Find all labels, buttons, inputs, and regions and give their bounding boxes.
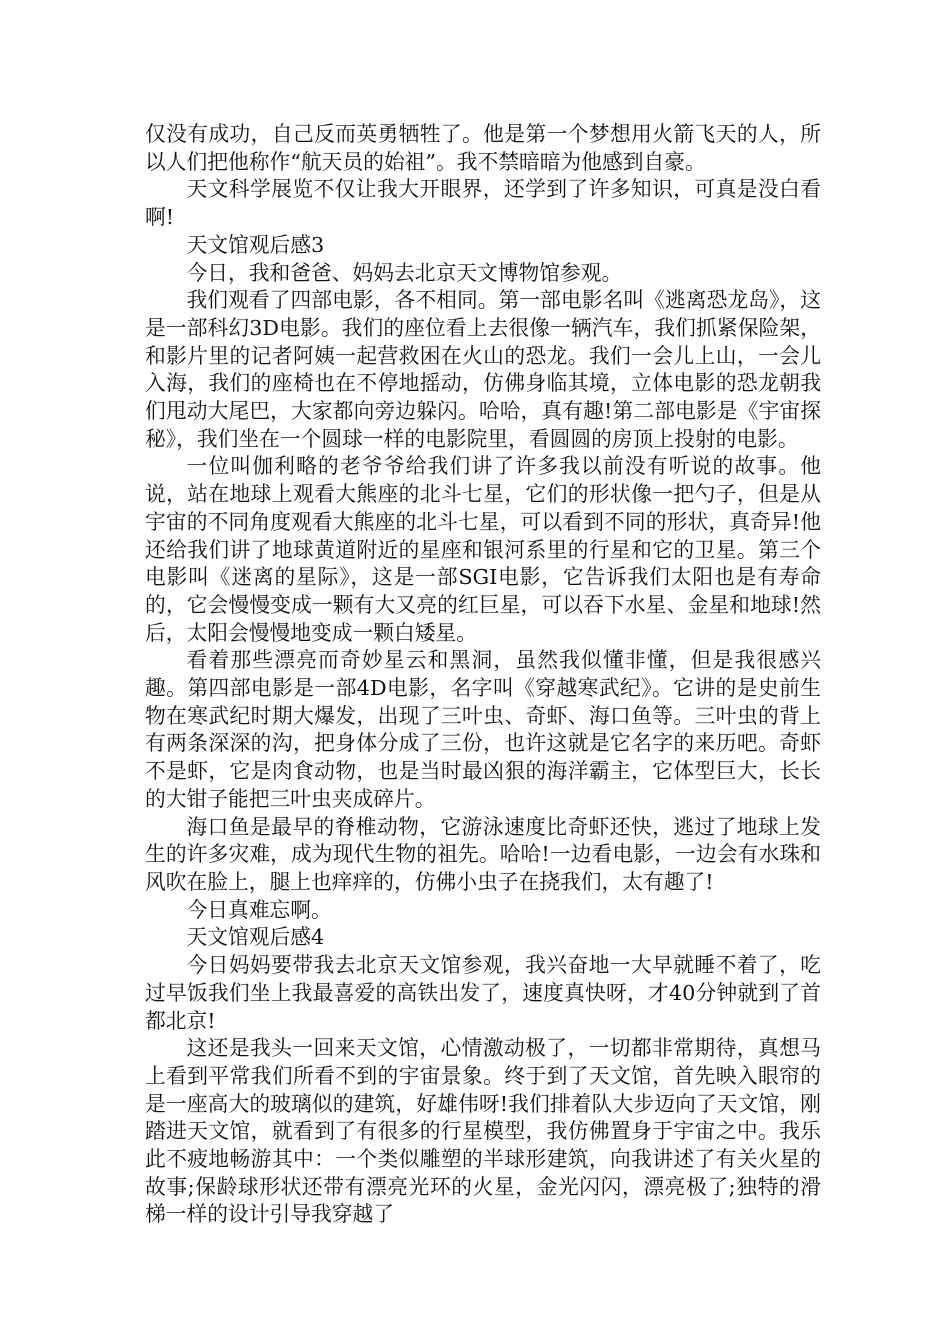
section-heading: 天文馆观后感4 bbox=[186, 925, 325, 950]
paragraph-continuation: 仅没有成功，自己反而英勇牺牲了。他是第一个梦想用火箭飞天的人，所以人们把他称作“航天员的始祖”。我不禁暗暗为他感到自豪。 bbox=[145, 122, 821, 174]
paragraph: 海口鱼是最早的脊椎动物，它游泳速度比奇虾还快，逃过了地球上发生的许多灾难，成为现代生物的祖先。哈哈!一边看电影，一边会有水珠和风吹在脸上，腿上也痒痒的，仿佛小虫子在挠我们，太有趣了! bbox=[145, 814, 821, 894]
paragraph: 这还是我头一回来天文馆，心情激动极了，一切都非常期待，真想马上看到平常我们所看不到的宇宙景象。终于到了天文馆，首先映入眼帘的是一座高大的玻璃似的建筑，好雄伟呀!我们排着队大步迈向了天文馆，刚踏进天文馆，就看到了有很多的行星模型，我仿佛置身于宇宙之中。我乐此不疲地畅游其中：一个类似雕塑的半球形建筑，向我讲述了有关火星的故事;保龄球形状还带有漂亮光环的火星，金光闪闪，漂亮极了;独特的滑梯一样的设计引导我穿越了 bbox=[145, 1036, 821, 1227]
paragraph: 今日真难忘啊。 bbox=[186, 897, 332, 922]
paragraph: 今日妈妈要带我去北京天文馆参观，我兴奋地一大早就睡不着了，吃过早饭我们坐上我最喜爱的高铁出发了，速度真快呀，才40分钟就到了首都北京! bbox=[145, 953, 821, 1033]
paragraph: 天文科学展览不仅让我大开眼界，还学到了许多知识，可真是没白看啊! bbox=[145, 177, 821, 230]
paragraph: 看着那些漂亮而奇妙星云和黑洞，虽然我似懂非懂，但是我很感兴趣。第四部电影是一部4D电影，名字叫《穿越寒武纪》。它讲的是史前生物在寒武纪时期大爆发，出现了三叶虫、奇虾、海口鱼等。三叶虫的背上有两条深深的沟，把身体分成了三份，也许这就是它名字的来历吧。奇虾不是虾，它是肉食动物，也是当时最凶狠的海洋霸主，它体型巨大，长长的大钳子能把三叶虫夹成碎片。 bbox=[145, 648, 821, 811]
document-page bbox=[145, 121, 821, 1229]
paragraph: 一位叫伽利略的老爷爷给我们讲了许多我以前没有听说的故事。他说，站在地球上观看大熊座的北斗七星，它们的形状像一把勺子，但是从宇宙的不同角度观看大熊座的北斗七星，可以看到不同的形状，真奇异!他还给我们讲了地球黄道附近的星座和银河系里的行星和它的卫星。第三个电影叫《迷离的星际》，这是一部SGI电影，它告诉我们太阳也是有寿命的，它会慢慢变成一颗有大又亮的红巨星，可以吞下水星、金星和地球!然后，太阳会慢慢地变成一颗白矮星。 bbox=[145, 454, 821, 645]
paragraph: 我们观看了四部电影，各不相同。第一部电影名叫《逃离恐龙岛》，这是一部科幻3D电影。我们的座位看上去很像一辆汽车，我们抓紧保险架，和影片里的记者阿姨一起营救困在火山的恐龙。我们一会儿上山，一会儿入海，我们的座椅也在不停地摇动，仿佛身临其境，立体电影的恐龙朝我们甩动大尾巴，大家都向旁边躲闪。哈哈，真有趣!第二部电影是《宇宙探秘》，我们坐在一个圆球一样的电影院里，看圆圆的房顶上投射的电影。 bbox=[145, 288, 821, 451]
paragraph: 今日，我和爸爸、妈妈去北京天文博物馆参观。 bbox=[186, 260, 623, 285]
section-heading: 天文馆观后感3 bbox=[186, 232, 325, 257]
